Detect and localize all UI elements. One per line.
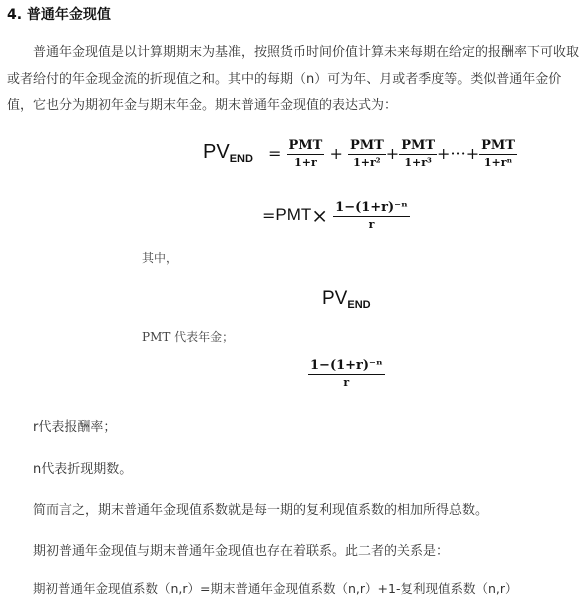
pv-formula-closed: [262, 200, 410, 231]
pv-formula-expanded: [203, 138, 517, 169]
term-1: $\frac{\text{PMT}}{1+r}$: [288, 138, 323, 169]
times-sign: ×: [311, 203, 329, 228]
pmt-definition: PMT 代表年金；: [142, 330, 235, 344]
pv-symbol: $PV_{END}$: [203, 141, 253, 165]
plus-sign: +: [329, 144, 343, 163]
plus-sign: +: [385, 144, 400, 163]
relation-formula: 期初普通年金现值系数（n,r）=期末普通年金现值系数（n,r）+1-复利现值系数（n,r）: [33, 581, 518, 596]
where-label: 其中，: [142, 251, 179, 265]
ellipsis: +···+: [437, 144, 480, 163]
relation-intro: 期初普通年金现值与期末普通年金现值也存在着联系。此二者的关系是：: [33, 544, 450, 559]
equals-sign: =: [268, 144, 282, 163]
term-2: $\frac{\text{PMT}}{\text{1+r²}}$: [349, 138, 384, 169]
pv-end-symbol: $PV_{END}$: [322, 288, 371, 311]
section-heading: 4. 普通年金现值: [7, 7, 111, 23]
pmt-symbol: PMT: [275, 205, 312, 224]
intro-paragraph: 普通年金现值是以计算期期末为基准，按照货币时间价值计算未来每期在给定的报酬率下可收取或者给付的年金现金流的折现值之和。其中的每期（n）可为年、月或者季度等。类似普通年金价值，它也分为期初年金与期末年金。期末普通年金现值的表达式为：: [7, 45, 580, 113]
closed-fraction-standalone: $\frac{\text{1−(1+r)⁻ⁿ}}{r}$: [310, 358, 383, 389]
n-definition: n代表折现期数。: [33, 462, 133, 477]
r-definition: r代表报酬率；: [33, 420, 117, 435]
closed-fraction: $\frac{\text{1−(1+r)⁻ⁿ}}{r}$: [335, 200, 408, 231]
equals-sign: =: [262, 206, 276, 225]
term-n: $\frac{\text{PMT}}{\text{1+rⁿ}}$: [481, 138, 515, 169]
summary-paragraph: 简而言之，期末普通年金现值系数就是每一期的复利现值系数的相加所得总数。: [33, 503, 489, 518]
term-3: $\frac{\text{PMT}}{\text{1+r³}}$: [401, 138, 436, 169]
